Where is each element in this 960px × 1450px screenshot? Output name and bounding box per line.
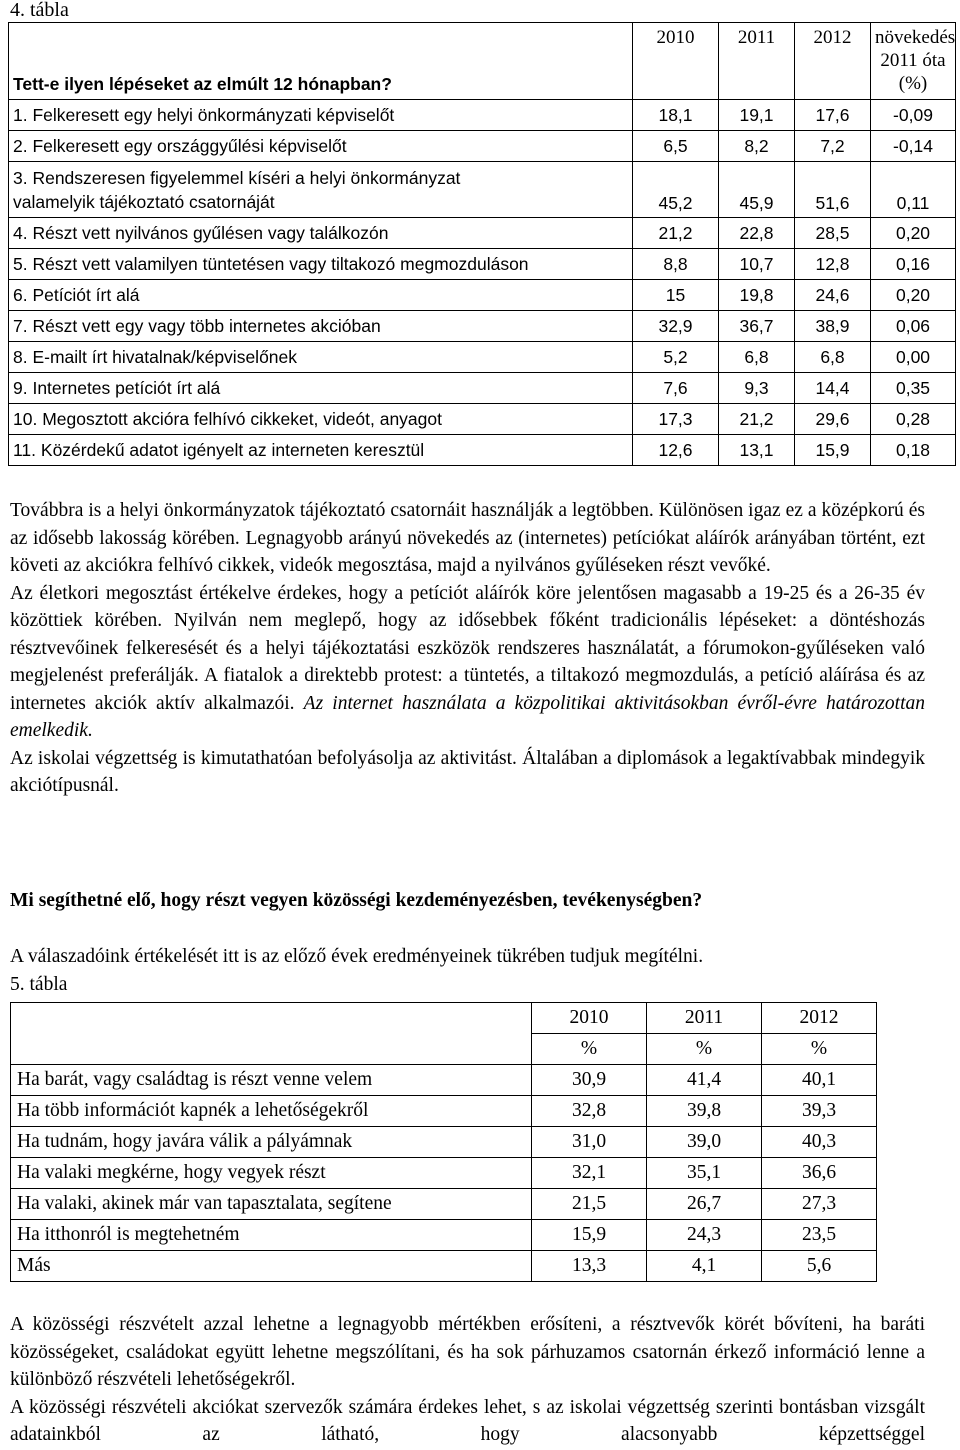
cell: 0,20 <box>871 218 956 249</box>
row-label-line1: 3. Rendszeresen figyelemmel kíséri a helyi önkormányzat <box>13 167 461 188</box>
table4 <box>8 22 956 466</box>
cell: 24,6 <box>795 280 871 311</box>
table-row <box>9 311 956 342</box>
table-row <box>11 1096 877 1127</box>
cell: -0,09 <box>871 100 956 131</box>
cell: 39,3 <box>762 1096 877 1127</box>
cell: 14,4 <box>795 373 871 404</box>
cell: 8,8 <box>633 249 719 280</box>
cell: 9,3 <box>719 373 795 404</box>
cell: 32,9 <box>633 311 719 342</box>
table-row <box>9 435 956 466</box>
cell: 22,8 <box>719 218 795 249</box>
table-row <box>11 1220 877 1251</box>
cell: 28,5 <box>795 218 871 249</box>
cell: 31,0 <box>532 1127 647 1158</box>
row-label: 2. Felkeresett egy országgyűlési képviselőt <box>9 131 633 162</box>
cell: 6,8 <box>719 342 795 373</box>
table4-year-2011: 2011 <box>719 23 795 100</box>
header-empty <box>11 1034 532 1065</box>
cell: 26,7 <box>647 1189 762 1220</box>
row-label: Ha több információt kapnék a lehetőségekről <box>11 1096 532 1127</box>
cell: -0,14 <box>871 131 956 162</box>
header-empty <box>11 1003 532 1034</box>
cell: 51,6 <box>795 162 871 218</box>
cell: 12,8 <box>795 249 871 280</box>
table5-year-2012: 2012 <box>762 1003 877 1034</box>
cell: 0,16 <box>871 249 956 280</box>
cell: 19,8 <box>719 280 795 311</box>
cell: 41,4 <box>647 1065 762 1096</box>
row-label: 9. Internetes petíciót írt alá <box>9 373 633 404</box>
paragraph: A közösségi részvételt azzal lehetne a legnagyobb mértékben erősíteni, a résztvevők körét bővíteni, ha baráti közösségeket, családokat együtt lehetne megszólítani, és ha sok párhuzamos csatornán érkező információ lenne a különböző részvételi lehetőségekről. <box>10 1314 925 1390</box>
cell: 6,5 <box>633 131 719 162</box>
cell: 12,6 <box>633 435 719 466</box>
table-row <box>9 249 956 280</box>
cell: 7,2 <box>795 131 871 162</box>
cell: 17,6 <box>795 100 871 131</box>
cell: 35,1 <box>647 1158 762 1189</box>
table5-caption: 5. tábla <box>10 974 68 995</box>
paragraph: Az iskolai végzettség is kimutathatóan befolyásolja az aktivitást. Általában a diplomások a legaktívabbak mindegyik akciótípusnál. <box>10 747 925 796</box>
cell: 21,5 <box>532 1189 647 1220</box>
cell: 32,1 <box>532 1158 647 1189</box>
table-row <box>9 218 956 249</box>
table-row <box>11 1158 877 1189</box>
cell: 45,9 <box>719 162 795 218</box>
table-row <box>11 1189 877 1220</box>
cell: 38,9 <box>795 311 871 342</box>
cell: 39,0 <box>647 1127 762 1158</box>
table4-year-2012: 2012 <box>795 23 871 100</box>
paragraph-text: Az életkori megosztást értékelve érdekes, hogy a petíciót aláírók köre jelentősen magasabb a 19-25 és a 26-35 év közöttiek körében. Nyilván nem meglepő, hogy az idősebbek főként tradicionális lépéseket: a döntéshozás résztvevőinek felkeresését és a helyi tájékoztatási eszközök rendszeres használatát, a fórumokon-gyűléseken való megjelenést preferálják. A fiatalok a direktebb protest: a tüntetés, a tiltakozó megmozdulás, a petíció aláírása és az internetes akciók aktív alkalmazói. <box>10 582 925 714</box>
cell: 36,7 <box>719 311 795 342</box>
cell: 10,7 <box>719 249 795 280</box>
cell: 0,06 <box>871 311 956 342</box>
cell: 21,2 <box>633 218 719 249</box>
cell: 29,6 <box>795 404 871 435</box>
cell: 40,1 <box>762 1065 877 1096</box>
row-label: 1. Felkeresett egy helyi önkormányzati képviselőt <box>9 100 633 131</box>
unit-cell: % <box>532 1034 647 1065</box>
row-label-line2: valamelyik tájékoztató csatornáját <box>13 191 275 212</box>
paragraph-italic: Az internet használata a közpolitikai aktivitásokban évről-évre határozottan emelkedik. <box>10 692 925 741</box>
row-label: Ha barát, vagy családtag is részt venne velem <box>11 1065 532 1096</box>
cell: 36,6 <box>762 1158 877 1189</box>
row-label: Ha valaki, akinek már van tapasztalata, segítene <box>11 1189 532 1220</box>
cell: 15 <box>633 280 719 311</box>
cell: 17,3 <box>633 404 719 435</box>
row-label: 10. Megosztott akcióra felhívó cikkeket, videót, anyagot <box>9 404 633 435</box>
intro-text: A válaszadóink értékelését itt is az előző évek eredményeinek tükrében tudjuk megítélni. <box>10 946 704 967</box>
cell: 19,1 <box>719 100 795 131</box>
table-row <box>9 162 956 218</box>
cell: 27,3 <box>762 1189 877 1220</box>
section-heading: Mi segíthetné elő, hogy részt vegyen közösségi kezdeményezésben, tevékenységben? <box>10 890 703 911</box>
table4-caption: 4. tábla <box>10 0 69 21</box>
unit-cell: % <box>762 1034 877 1065</box>
cell: 15,9 <box>532 1220 647 1251</box>
cell: 40,3 <box>762 1127 877 1158</box>
table5-unit-row <box>11 1034 877 1065</box>
row-label <box>9 162 633 218</box>
unit-cell: % <box>647 1034 762 1065</box>
cell: 0,28 <box>871 404 956 435</box>
cell: 32,8 <box>532 1096 647 1127</box>
row-label: Ha tudnám, hogy javára válik a pályámnak <box>11 1127 532 1158</box>
cell: 4,1 <box>647 1251 762 1282</box>
table5-year-2011: 2011 <box>647 1003 762 1034</box>
cell: 30,9 <box>532 1065 647 1096</box>
table5-year-row <box>11 1003 877 1034</box>
table4-question: Tett-e ilyen lépéseket az elmúlt 12 hónapban? <box>9 23 633 100</box>
table-row <box>11 1251 877 1282</box>
table5-year-2010: 2010 <box>532 1003 647 1034</box>
conclusion-text <box>10 1311 925 1449</box>
table-row <box>9 373 956 404</box>
cell: 8,2 <box>719 131 795 162</box>
growth-header-line2: 2011 óta <box>880 50 946 71</box>
cell: 0,00 <box>871 342 956 373</box>
table-row <box>11 1127 877 1158</box>
cell: 0,35 <box>871 373 956 404</box>
cell: 0,11 <box>871 162 956 218</box>
cell: 23,5 <box>762 1220 877 1251</box>
table-row <box>9 280 956 311</box>
table-row <box>11 1065 877 1096</box>
table4-header-row <box>9 23 956 100</box>
row-label: Ha valaki megkérne, hogy vegyek részt <box>11 1158 532 1189</box>
analysis-text <box>10 497 925 800</box>
cell: 39,8 <box>647 1096 762 1127</box>
cell: 15,9 <box>795 435 871 466</box>
table5 <box>10 1002 877 1282</box>
cell: 7,6 <box>633 373 719 404</box>
cell: 0,18 <box>871 435 956 466</box>
cell: 24,3 <box>647 1220 762 1251</box>
cell: 45,2 <box>633 162 719 218</box>
cell: 5,2 <box>633 342 719 373</box>
cell: 6,8 <box>795 342 871 373</box>
growth-header-line3: (%) <box>898 73 928 94</box>
cell: 13,1 <box>719 435 795 466</box>
row-label: Más <box>11 1251 532 1282</box>
cell: 0,20 <box>871 280 956 311</box>
table-row <box>9 404 956 435</box>
row-label: 5. Részt vett valamilyen tüntetésen vagy tiltakozó megmozduláson <box>9 249 633 280</box>
cell: 21,2 <box>719 404 795 435</box>
growth-header-line1: növekedés <box>875 27 956 48</box>
table4-year-2010: 2010 <box>633 23 719 100</box>
table-row <box>9 100 956 131</box>
table-row <box>9 131 956 162</box>
cell: 18,1 <box>633 100 719 131</box>
row-label: 4. Részt vett nyilvános gyűlésen vagy találkozón <box>9 218 633 249</box>
row-label: 8. E-mailt írt hivatalnak/képviselőnek <box>9 342 633 373</box>
paragraph: Továbbra is a helyi önkormányzatok tájékoztató csatornáit használják a legtöbben. Különösen igaz ez a középkorú és az idősebb lakosság körében. Legnagyobb arányú növekedés az (internetes) petíciókat aláírók arányában történt, ezt követi az akciókra felhívó cikkek, videók megosztása, majd a nyilvános gyűléseken részt vevőké. <box>10 500 925 576</box>
row-label: 7. Részt vett egy vagy több internetes akcióban <box>9 311 633 342</box>
row-label: 11. Közérdekű adatot igényelt az interneten keresztül <box>9 435 633 466</box>
row-label: 6. Petíciót írt alá <box>9 280 633 311</box>
table-row <box>9 342 956 373</box>
cell: 13,3 <box>532 1251 647 1282</box>
paragraph: A közösségi részvételi akciókat szervezők számára érdekes lehet, s az iskolai végzettség szerinti bontásban vizsgált adatainkból az látható, hogy alacsonyabb képzettséggel <box>10 1396 925 1445</box>
table4-growth-header <box>871 23 956 100</box>
paragraph <box>10 580 925 745</box>
row-label: Ha itthonról is megtehetném <box>11 1220 532 1251</box>
cell: 5,6 <box>762 1251 877 1282</box>
